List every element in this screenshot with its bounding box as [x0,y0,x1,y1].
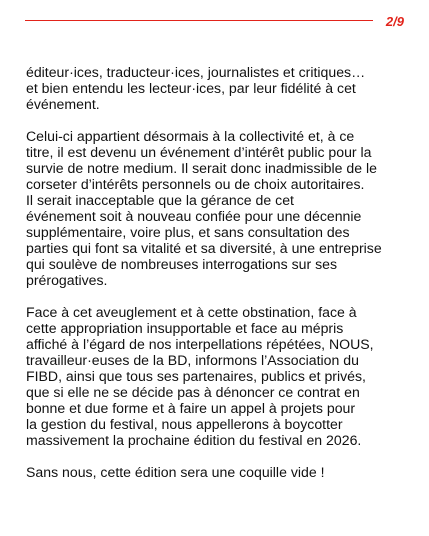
text-line: éditeur·ices, traducteur·ices, journalistes et critiques… [26,64,366,80]
text-line: supplémentaire, voire plus, et sans consultation des [26,224,350,240]
text-line: que si elle ne se décide pas à dénoncer ce contrat en [26,384,360,400]
text-line: titre, il est devenu un événement d’intérêt public pour la [26,144,372,160]
text-line: la gestion du festival, nous appellerons à boycotter [26,416,343,432]
text-line: cette appropriation insupportable et face au mépris [26,320,344,336]
paragraph-2 [26,128,411,288]
text-line: prérogatives. [26,272,108,288]
text-line: corseter d’intérêts personnels ou de choix autoritaires. [26,176,365,192]
text-line: Il serait inacceptable que la gérance de cet [26,192,294,208]
text-line: affiché à l’égard de nos interpellations répétées, NOUS, [26,336,374,352]
text-line: FIBD, ainsi que tous ses partenaires, publics et privés, [26,368,366,384]
header-rule [25,20,373,21]
document-body [26,64,411,496]
text-line: bonne et due forme et à faire un appel à projets pour [26,400,356,416]
text-line: qui soulève de nombreuses interrogations sur ses [26,256,338,272]
text-line: massivement la prochaine édition du festival en 2026. [26,432,362,448]
text-line: survie de notre medium. Il serait donc inadmissible de le [26,160,377,176]
text-line: travailleur·euses de la BD, informons l’Association du [26,352,359,368]
text-line: Sans nous, cette édition sera une coquille vide ! [26,464,325,480]
paragraph-4 [26,464,411,480]
text-line: Face à cet aveuglement et à cette obstination, face à [26,304,357,320]
text-line: Celui-ci appartient désormais à la collectivité et, à ce [26,128,355,144]
text-line: événement. [26,96,100,112]
text-line: parties qui font sa vitalité et sa diversité, à une entreprise [26,240,382,256]
paragraph-1 [26,64,411,112]
text-line: événement soit à nouveau confiée pour une décennie [26,208,362,224]
paragraph-3 [26,304,411,448]
page-number: 2/9 [385,14,404,29]
text-line: et bien entendu les lecteur·ices, par leur fidélité à cet [26,80,356,96]
